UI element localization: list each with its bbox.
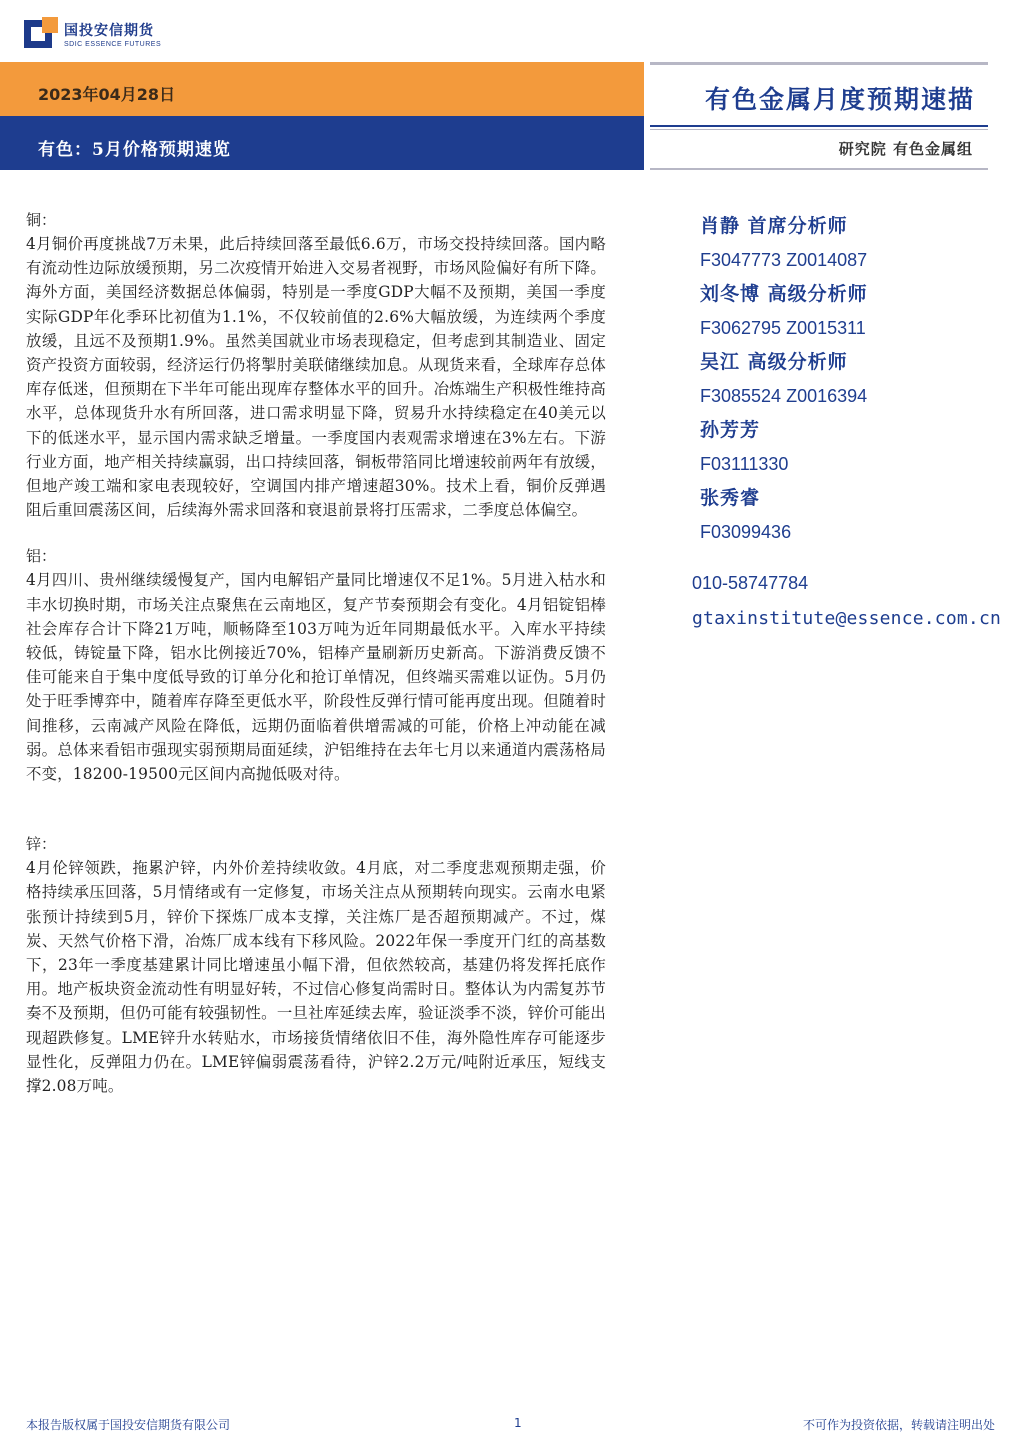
analyst-name: 张秀睿 — [700, 487, 761, 509]
report-body — [26, 208, 606, 1098]
section-aluminum — [26, 544, 606, 786]
page-number: 1 — [514, 1416, 522, 1430]
footer-copyright: 本报告版权属于国投安信期货有限公司 — [26, 1418, 231, 1432]
section-copper — [26, 208, 606, 522]
analyst-license: F3062795 Z0015311 — [700, 318, 866, 338]
divider — [650, 129, 988, 130]
department-label: 研究院 有色金属组 — [838, 140, 973, 158]
analyst-name: 吴江 高级分析师 — [700, 351, 848, 373]
report-title: 有色金属月度预期速描 — [704, 85, 975, 114]
title-box — [650, 62, 1025, 170]
analyst-name: 孙芳芳 — [700, 419, 761, 441]
contact-phone: 010-58747784 — [692, 573, 809, 593]
divider — [650, 168, 988, 170]
divider — [650, 62, 988, 65]
section-label: 铝： — [26, 547, 57, 566]
section-zinc — [26, 832, 606, 1098]
report-subtitle: 有色：5月价格预期速览 — [38, 140, 231, 160]
company-logo — [22, 16, 182, 56]
analyst-license: F3085524 Z0016394 — [700, 386, 868, 406]
analyst-license: F3047773 Z0014087 — [700, 250, 868, 270]
analyst-name: 刘冬博 高级分析师 — [700, 283, 868, 305]
section-text: 4月四川、贵州继续缓慢复产，国内电解铝产量同比增速仅不足1%。5月进入枯水和丰水切换时期，市场关注点聚焦在云南地区，复产节奏预期会有变化。4月铝锭铝棒社会库存合计下降21万吨，顺畅降至103万吨为近年同期最低水平。入库水平持续较低，铸锭量下降，铝水比例接近70%，铝棒产量刷新历史新高。下游消费反馈不佳可能来自于集中度低导致的订单分化和抢订单情况，但终端买需难以证伪。5月仍处于旺季博弈中，随着库存降至更低水平，阶段性反弹行情可能再度出现。但随着时间推移，云南减产风险在降低，远期仍面临着供增需减的可能，价格上冲动能在减弱。总体来看铝市强现实弱预期局面延续，沪铝维持在去年七月以来通道内震荡格局不变，18200-19500元区间内高抛低吸对待。 — [26, 571, 606, 784]
analyst-name: 肖静 首席分析师 — [700, 215, 848, 237]
logo-name-en: SDIC ESSENCE FUTURES — [64, 41, 162, 48]
footer-disclaimer: 不可作为投资依据，转载请注明出处 — [802, 1418, 995, 1432]
report-date: 2023年04月28日 — [38, 85, 176, 104]
divider — [650, 125, 988, 127]
section-text: 4月铜价再度挑战7万未果，此后持续回落至最低6.6万，市场交投持续回落。国内略有流动性边际放缓预期，另二次疫情开始进入交易者视野，市场风险偏好有所下降。海外方面，美国经济数据总体偏弱，特别是一季度GDP大幅不及预期，美国一季度实际GDP年化季环比初值为1.1%，不仅较前值的2.6%大幅放缓，为连续两个季度放缓，且远不及预期1.9%。虽然美国就业市场表现稳定，但考虑到其制造业、固定资产投资方面较弱，经济运行仍将掣肘美联储继续加息。从现货来看，全球库存总体库存低迷，但预期在下半年可能出现库存整体水平的回升。冶炼端生产积极性维持高水平，总体现货升水有所回落，进口需求明显下降，贸易升水持续稳定在40美元以下的低迷水平，显示国内需求缺乏增量。一季度国内表观需求增速在3%左右。下游行业方面，地产相关持续赢弱，出口持续回落，铜板带箔同比增速较前两年有放缓，但地产竣工端和家电表现较好，空调国内排产增速超30%。技术上看，铜价反弹遇阻后重回震荡区间，后续海外需求回落和衰退前景将打压需求，二季度总体偏空。 — [26, 235, 606, 520]
analyst-license: F03099436 — [700, 522, 792, 542]
logo-mark-icon — [22, 16, 60, 52]
logo-name-cn: 国投安信期货 — [64, 23, 154, 39]
section-label: 铜： — [26, 211, 57, 229]
analyst-list — [700, 209, 1020, 549]
analyst-license: F03111330 — [700, 454, 789, 474]
contact-email-link[interactable]: gtaxinstitute@essence.com.cn — [692, 608, 1002, 629]
section-label: 锌： — [26, 835, 57, 854]
section-text: 4月伦锌领跌，拖累沪锌，内外价差持续收敛。4月底，对二季度悲观预期走强，价格持续承压回落，5月情绪或有一定修复，市场关注点从预期转向现实。云南水电紧张预计持续到5月，锌价下探炼厂成本支撑，关注炼厂是否超预期减产。不过，煤炭、天然气价格下滑，冶炼厂成本线有下移风险。2022年保一季度开门红的高基数下，23年一季度基建累计同比增速虽小幅下滑，但依然较高，基建仍将发挥托底作用。地产板块资金流动性有明显好转，不过信心修复尚需时日。整体认为内需复苏节奏不及预期，但仍可能有较强韧性。一旦社库延续去库，验证淡季不淡，锌价可能出现超跌修复。LME锌升水转贴水，市场接货情绪依旧不佳，海外隐性库存可能逐步显性化，反弹阻力仍在。LME锌偏弱震荡看待，沪锌2.2万元/吨附近承压，短线支撑2.08万吨。 — [26, 859, 606, 1096]
